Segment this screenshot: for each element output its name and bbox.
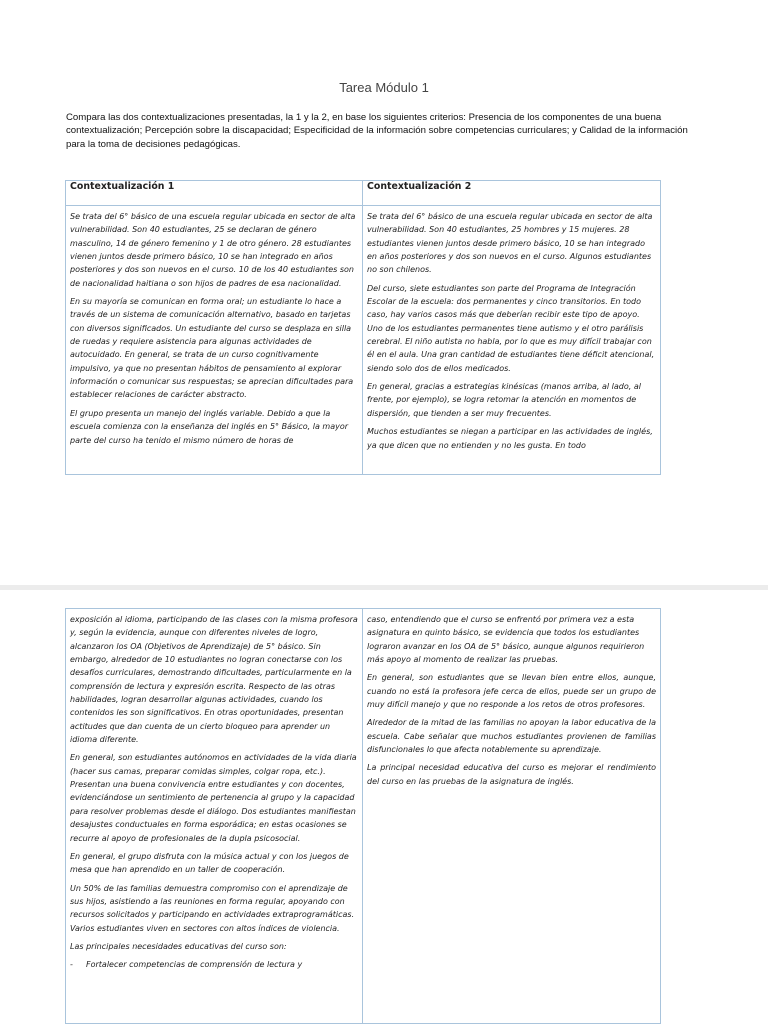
paragraph: La principal necesidad educativa del curso es mejorar el rendimiento del curso en las pruebas de la asignatura de inglés. [367, 763, 656, 786]
document-title: Tarea Módulo 1 [339, 80, 429, 95]
comparison-table-page-1 [65, 180, 661, 475]
paragraph: Las principales necesidades educativas del curso son: [70, 941, 287, 951]
list-item-text: Fortalecer competencias de comprensión de lectura y [86, 960, 303, 970]
table-header-row [66, 181, 661, 206]
paragraph: En general, gracias a estrategias kinésicas (manos arriba, al lado, al frente, por ejemplo), se logra retomar la atención en momentos de dispersión, que tienden a ser muy frecuentes. [367, 382, 641, 418]
list-item [70, 958, 358, 971]
paragraph: Un 50% de las familias demuestra compromiso con el aprendizaje de sus hijos, asistiendo a las reuniones en forma regular, apoyando con recursos solicitados y participando en actividades extraprogramáticas. Varios estudiantes viven en sectores con altos índices de violencia. [70, 883, 355, 933]
cell-contextualizacion-2 [363, 206, 661, 475]
paragraph: En general, el grupo disfruta con la música actual y con los juegos de mesa que han aprendido en un taller de cooperación. [70, 851, 349, 875]
paragraph: exposición al idioma, participando de las clases con la misma profesora y, según la evidencia, aunque con diferentes niveles de logro, alcanzaron los OA (Objetivos de Aprendizaje) de 5° básico. Sin embargo, alrededor de 10 estudiantes no logran conectarse con los desafíos curriculares, demostrando dificultades, particularmente en la comprensión de lectura y expresión escrita. Respecto de las otras habilidades, logran desarrollar algunas actividades, cuando los contenidos les son significativos. En otras oportunidades, presentan actitudes que dan cuenta de un cierto bloqueo para aprender un idioma diferente. [70, 615, 358, 745]
paragraph: En su mayoría se comunican en forma oral; un estudiante lo hace a través de un sistema de comunicación alternativo, basado en tarjetas con diversos significados. Un estudiante del curso se desplaza en silla de ruedas y requiere asistencia para algunas actividades de autocuidado. En general, se trata de un curso cognitivamente impulsivo, ya que no presentan hábitos de pensamiento al explorar información o comunicar sus respuestas; se aprecian dificultades para establecer relaciones de carácter abstracto. [70, 297, 354, 400]
document-page-2 [0, 590, 768, 1024]
paragraph: caso, entendiendo que el curso se enfrentó por primera vez a esta asignatura en quinto básico, se evidencia que todos los estudiantes lograron avanzar en los OA de 5° básico, aunque algunos requirieron más apoyo al momento de realizar las pruebas. [367, 615, 645, 665]
paragraph: Se trata del 6° básico de una escuela regular ubicada en sector de alta vulnerabilidad. Son 40 estudiantes, 25 hombres y 15 mujeres. 28 estudiantes vienen juntos desde primero básico, 10 se han integrado en años posteriores y dos son nuevos en el curso. Algunos estudiantes no son chilenos. [367, 212, 653, 275]
cell-contextualizacion-1 [66, 206, 363, 475]
bullet-marker: - [70, 960, 73, 970]
table-row [66, 609, 661, 1024]
needs-list [70, 958, 358, 971]
task-instructions: Compara las dos contextualizaciones presentadas, la 1 y la 2, en base los siguientes criterios: Presencia de los componentes de una buena contextualización; Percepción sobre la discapacidad; Especificidad de la información sobre competencias curriculares; y Calidad de la información para la toma de decisiones pedagógicas. [66, 112, 688, 150]
paragraph: En general, son estudiantes autónomos en actividades de la vida diaria (hacer sus camas, preparar comidas simples, colgar ropa, etc.). Presentan una buena convivencia entre estudiantes y con docentes, evidenciándose un sentimiento de pertenencia al grupo y la capacidad para resolver problemas desde el diálogo. Dos estudiantes manifiestan desajustes conductuales en forma esporádica; en estas ocasiones se recurre al apoyo de profesionales de la dupla psicosocial. [70, 753, 357, 843]
paragraph: Se trata del 6° básico de una escuela regular ubicada en sector de alta vulnerabilidad. Son 40 estudiantes, 25 se declaran de género masculino, 14 de género femenino y 1 de otro género. 28 estudiantes vienen juntos desde primero básico, 10 se han integrado en años posteriores y dos son nuevos en el curso. 10 de los 40 estudiantes son de nacionalidad haitiana o son hijos de padres de esa nacionalidad. [70, 212, 356, 288]
comparison-table-page-2 [65, 608, 661, 1024]
header-contextualizacion-1: Contextualización 1 [66, 181, 363, 206]
paragraph: Alrededor de la mitad de las familias no apoyan la labor educativa de la escuela. Cabe señalar que muchos estudiantes provienen de familias disfuncionales lo que afecta notablemente su aprendizaje. [367, 718, 656, 755]
paragraph: En general, son estudiantes que se llevan bien entre ellos, aunque, cuando no está la profesora jefe cerca de ellos, puede ser un grupo de muy difícil manejo y que no responde a los retos de otros profesores. [367, 673, 656, 710]
table-row [66, 206, 661, 475]
cell-contextualizacion-1 [66, 609, 363, 1024]
cell-contextualizacion-2 [363, 609, 661, 1024]
paragraph: El grupo presenta un manejo del inglés variable. Debido a que la escuela comienza con la enseñanza del inglés en 5° Básico, la mayor parte del curso ha tenido el mismo número de horas de [70, 408, 349, 445]
header-contextualizacion-2: Contextualización 2 [363, 181, 661, 206]
paragraph: Muchos estudiantes se niegan a participar en las actividades de inglés, ya que dicen que no entienden y no les gusta. En todo [367, 427, 653, 450]
paragraph: Del curso, siete estudiantes son parte del Programa de Integración Escolar de la escuela: dos permanentes y cinco transitorios. En todo caso, hay varios casos más que deberían recibir este tipo de apoyo. Uno de los estudiantes permanentes tiene autismo y el otro parálisis cerebral. El niño autista no habla, por lo que es muy difícil trabajar con él en el aula. Una gran cantidad de estudiantes tiene déficit atencional, siendo solo dos de ellos medicados. [367, 283, 655, 373]
